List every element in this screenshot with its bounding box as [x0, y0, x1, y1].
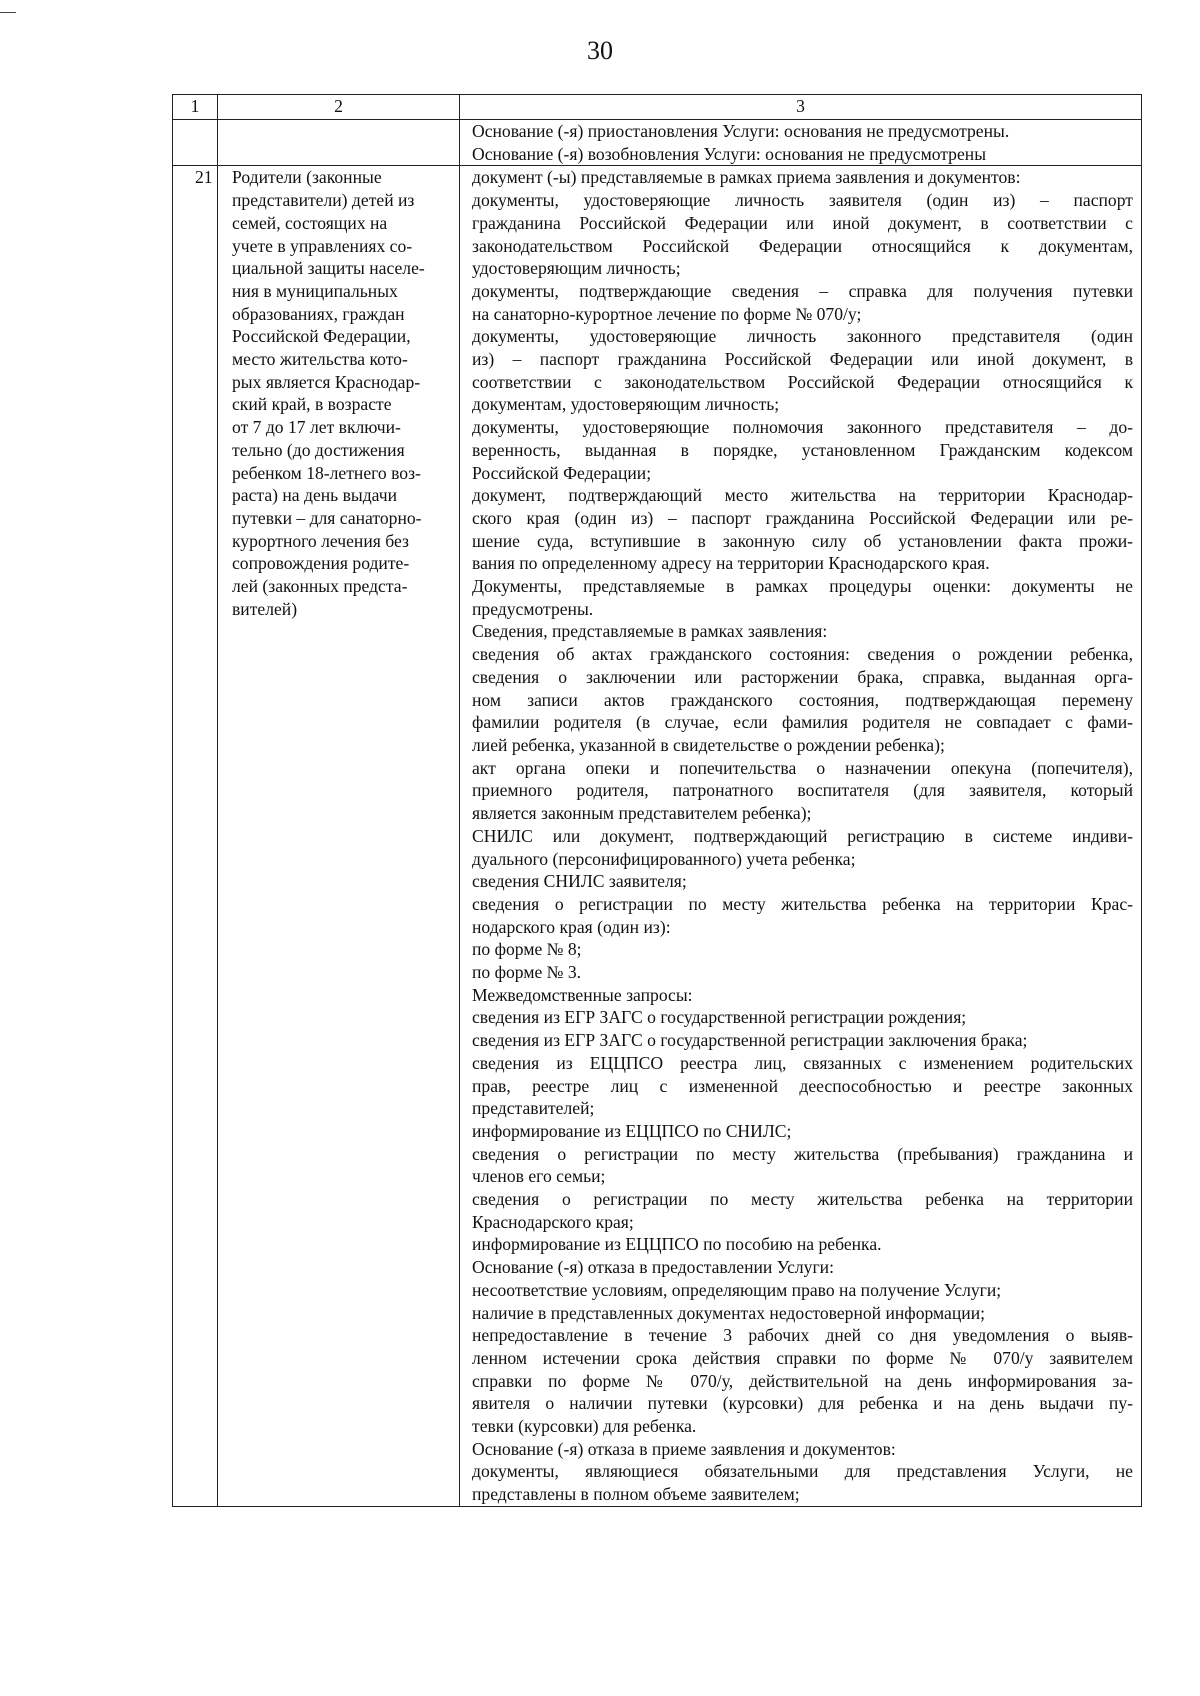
text-line: из) – паспорт гражданина Российской Федерации или иной документ, в: [472, 349, 1133, 370]
category-text-line: место жительства кото-: [232, 349, 408, 370]
text-line: Основание (-я) отказа в предоставлении Услуги:: [472, 1257, 834, 1278]
text-line: информирование из ЕЦЦПСО по СНИЛС;: [472, 1120, 792, 1141]
category-text-line: раста) на день выдачи: [232, 485, 398, 506]
text-line: фамилии родителя (в случае, если фамилия родителя не совпадает с фами-: [472, 712, 1133, 733]
category-text-line: ния в муниципальных: [232, 280, 398, 301]
text-line: лией ребенка, указанной в свидетельстве о рождении ребенка);: [472, 734, 945, 755]
text-line: сведения о регистрации по месту жительства (пребывания) гражданина и: [472, 1143, 1133, 1164]
category-text-line: ребенком 18-летнего воз-: [232, 462, 421, 483]
text-line: членов его семьи;: [472, 1166, 606, 1187]
category-text-line: циальной защиты населе-: [232, 258, 425, 279]
text-line: Российской Федерации;: [472, 462, 652, 483]
text-line: документам, удостоверяющим личность;: [472, 394, 780, 415]
row-number-cell: [173, 120, 218, 166]
text-line: шение суда, вступившие в законную силу об установлении факта прожи-: [472, 530, 1133, 551]
category-text-line: учете в управлениях со-: [232, 235, 413, 256]
table-header-row: [173, 95, 1142, 120]
text-line: документы, подтверждающие сведения – справка для получения путевки: [472, 280, 1133, 301]
recipient-category-cell: [218, 166, 460, 1506]
text-line: наличие в представленных документах недостоверной информации;: [472, 1302, 985, 1323]
category-text-line: курортного лечения без: [232, 530, 409, 551]
text-line: сведения из ЕГР ЗАГС о государственной регистрации рождения;: [472, 1007, 967, 1028]
category-text-line: от 7 до 17 лет включи-: [232, 417, 401, 438]
text-line: сведения из ЕГР ЗАГС о государственной регистрации заключения брака;: [472, 1030, 1028, 1051]
column-header-3: 3: [460, 95, 1142, 120]
text-line: прав, реестре лиц с измененной дееспособностью и реестре законных: [472, 1075, 1133, 1096]
services-table: [172, 94, 1142, 1507]
text-line: нодарского края (один из):: [472, 916, 671, 937]
text-line: сведения о заключении или расторжении брака, справка, выданная орга-: [472, 666, 1133, 687]
text-line: по форме № 3.: [472, 962, 582, 983]
text-line: представлены в полном объеме заявителем;: [472, 1484, 800, 1505]
text-line: дуального (персонифицированного) учета ребенка;: [472, 848, 856, 869]
text-line: документ, подтверждающий место жительства на территории Краснодар-: [472, 485, 1133, 506]
text-line: представителей;: [472, 1098, 595, 1119]
text-line: на санаторно-курортное лечение по форме № 070/у;: [472, 303, 862, 324]
category-text-line: рых является Краснодар-: [232, 371, 421, 392]
text-line: несоответствие условиям, определяющим право на получение Услуги;: [472, 1279, 1002, 1300]
category-text-line: вителей): [232, 598, 298, 619]
category-text-line: Российской Федерации,: [232, 326, 411, 347]
table-row-continuation: [173, 120, 1142, 166]
column-header-2: 2: [218, 95, 460, 120]
text-line: гражданина Российской Федерации или иной документ, в соответствии с: [472, 212, 1133, 233]
category-text-line: лей (законных предста-: [232, 576, 408, 597]
column-header-1: 1: [173, 95, 218, 120]
category-text-line: путевки – для санаторно-: [232, 507, 422, 528]
text-line: веренность, выданная в порядке, установленном Гражданским кодексом: [472, 439, 1133, 460]
text-line: сведения из ЕЦЦПСО реестра лиц, связанных с изменением родительских: [472, 1052, 1133, 1073]
text-line: ленном истечении срока действия справки по форме № 070/у заявителем: [472, 1347, 1133, 1368]
category-text-line: семей, состоящих на: [232, 212, 388, 233]
text-line: Основание (-я) приостановления Услуги: основания не предусмотрены.: [472, 121, 1010, 141]
text-line: ского края (один из) – паспорт гражданина Российской Федерации или ре-: [472, 507, 1133, 528]
category-text-line: тельно (до достижения: [232, 439, 405, 460]
text-line: Основание (-я) отказа в приеме заявления и документов:: [472, 1438, 896, 1459]
row-number-cell: 21: [173, 166, 218, 1506]
text-line: Краснодарского края;: [472, 1211, 634, 1232]
scan-corner-mark: [0, 12, 16, 13]
text-line: Основание (-я) возобновления Услуги: основания не предусмотрены: [472, 143, 987, 164]
text-line: явителя о наличии путевки (курсовки) для ребенка и на день выдачи пу-: [472, 1393, 1133, 1414]
text-line: акт органа опеки и попечительства о назначении опекуна (попечителя),: [472, 757, 1133, 778]
text-line: вания по определенному адресу на территории Краснодарского края.: [472, 553, 990, 574]
table-row: [173, 166, 1142, 1506]
text-line: ном записи актов гражданского состояния, подтверждающая перемену: [472, 689, 1133, 710]
text-line: Документы, представляемые в рамках процедуры оценки: документы не: [472, 576, 1133, 597]
category-text-line: представители) детей из: [232, 190, 415, 211]
text-line: документы, являющиеся обязательными для представления Услуги, не: [472, 1461, 1133, 1482]
category-text-line: Родители (законные: [232, 167, 382, 188]
recipient-category-cell: [218, 120, 460, 166]
text-line: документы, удостоверяющие полномочия законного представителя – до-: [472, 417, 1133, 438]
text-line: тевки (курсовки) для ребенка.: [472, 1416, 697, 1437]
documents-cell: [460, 166, 1142, 1506]
text-line: предусмотрены.: [472, 598, 594, 619]
text-line: непредоставление в течение 3 рабочих дней со дня уведомления о выяв-: [472, 1325, 1133, 1346]
text-line: законодательством Российской Федерации относящийся к документам,: [472, 235, 1133, 256]
text-line: СНИЛС или документ, подтверждающий регистрацию в системе индиви-: [472, 825, 1133, 846]
text-line: справки по форме № 070/у, действительной на день информирования за-: [472, 1370, 1133, 1391]
text-line: Сведения, представляемые в рамках заявления:: [472, 621, 828, 642]
category-text-line: ский край, в возрасте: [232, 394, 392, 415]
text-line: сведения о регистрации по месту жительства ребенка на территории: [472, 1189, 1133, 1210]
category-text-line: сопровождения родите-: [232, 553, 410, 574]
text-line: Межведомственные запросы:: [472, 984, 693, 1005]
text-line: сведения СНИЛС заявителя;: [472, 871, 687, 892]
text-line: сведения об актах гражданского состояния: сведения о рождении ребенка,: [472, 644, 1133, 665]
page-number: 30: [587, 36, 613, 65]
text-line: является законным представителем ребенка);: [472, 803, 812, 824]
text-line: соответствии с законодательством Российской Федерации относящийся к: [472, 371, 1133, 392]
text-line: документы, удостоверяющие личность законного представителя (один: [472, 326, 1133, 347]
text-line: сведения о регистрации по месту жительства ребенка на территории Крас-: [472, 893, 1133, 914]
text-line: информирование из ЕЦЦПСО по пособию на ребенка.: [472, 1234, 882, 1255]
text-line: документ (-ы) представляемые в рамках приема заявления и документов:: [472, 167, 1021, 188]
text-line: по форме № 8;: [472, 939, 582, 960]
documents-cell: [460, 120, 1142, 166]
text-line: удостоверяющим личность;: [472, 258, 681, 279]
text-line: документы, удостоверяющие личность заявителя (один из) – паспорт: [472, 190, 1133, 211]
text-line: приемного родителя, патронатного воспитателя (для заявителя, который: [472, 780, 1133, 801]
category-text-line: образованиях, граждан: [232, 303, 405, 324]
